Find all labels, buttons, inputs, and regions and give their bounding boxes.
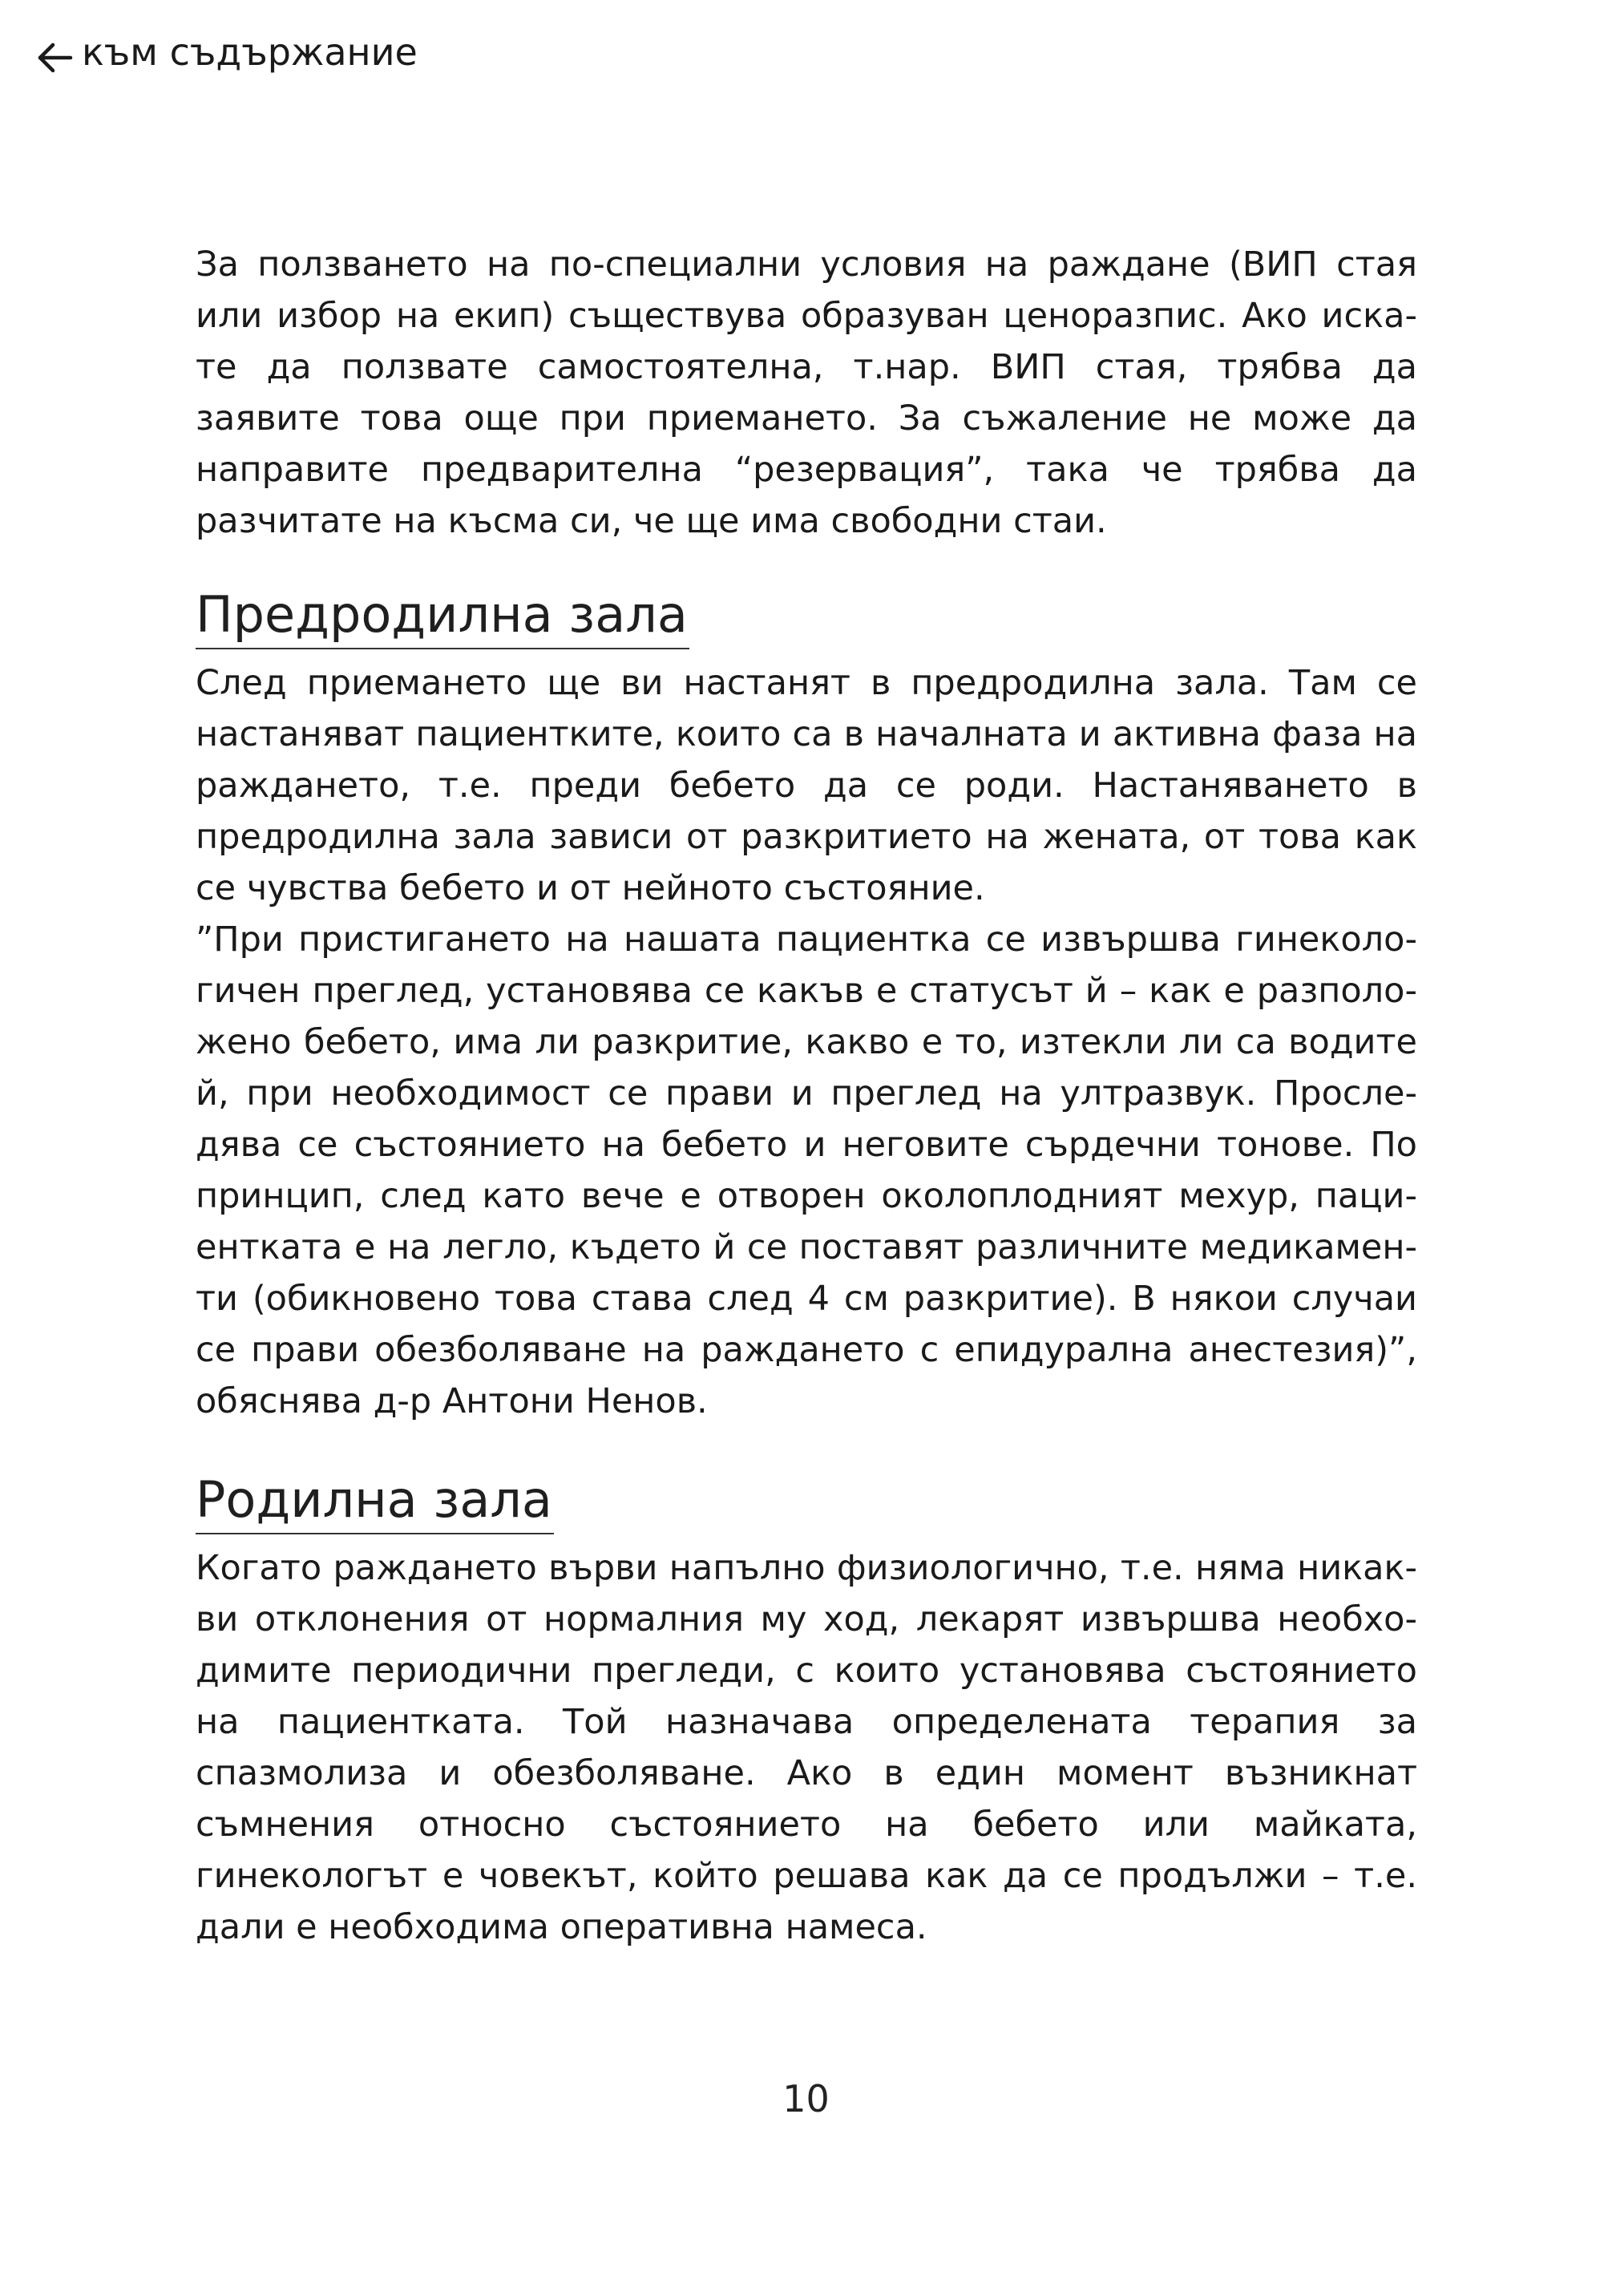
back-to-contents-link[interactable]	[35, 27, 418, 77]
section-delivery	[196, 1467, 1417, 1534]
page-number: 10	[782, 2077, 830, 2120]
back-to-contents-label: към съдържание	[82, 30, 418, 74]
intro-paragraph: За ползването на по-специални условия на раждане (ВИП стая или избор на екип) съществува образуван ценоразпис. Ако искате да ползвате самостоятелна, т.нар. ВИП стая, трябва да заявите това още при приемането. За съжаление не може да направите предварителна “резервация”, така че трябва да разчитате на късма си, че ще има свободни стаи.	[196, 245, 1417, 541]
page-content	[196, 239, 1417, 1953]
delivery-paragraph-1: Когато раждането върви напълно физиологично, т.е. няма никакви отклонения от нормалния му ход, лекарят извършва необходимите периодични прегледи, с които установява състоянието на пациентката. Той назначава определената терапия за спазмолиза и обезболяване. Ако в един момент възникнат съмнения относно състоянието на бебето или майката, гинекологът е човекът, който решава как да се продължи – т.е. дали е необходима оперативна намеса.	[196, 1548, 1417, 1947]
section-prelabor	[196, 582, 1417, 649]
prelabor-paragraph-2: ”При пристигането на нашата пациентка се извършва гинекологичен преглед, установява се какъв е статусът й – как е разположено бебето, има ли разкритие, какво е то, изтекли ли са водите й, при необходимост се прави и преглед на ултразвук. Проследява се състоянието на бебето и неговите сърдечни тонове. По принцип, след като вече е отворен околоплодният мехур, пациентката е на легло, където й се поставят различните медикаменти (обикновено това става след 4 см разкритие). В някои случаи се прави обезболяване на раждането с епидурална анестезия)”, обяснява д-р Антони Ненов.	[196, 920, 1417, 1421]
arrow-left-icon	[35, 36, 74, 68]
section-heading-prelabor-room: Предродилна зала	[196, 582, 689, 649]
section-heading-delivery-room: Родилна зала	[196, 1467, 554, 1534]
prelabor-paragraph-1: След приемането ще ви настанят в предродилна зала. Там се настаняват пациентките, които са в началната и активна фаза на раждането, т.е. преди бебето да се роди. Настаняването в предродилна зала зависи от разкритието на жената, от това как се чувства бебето и от нейното състояние.	[196, 663, 1417, 908]
